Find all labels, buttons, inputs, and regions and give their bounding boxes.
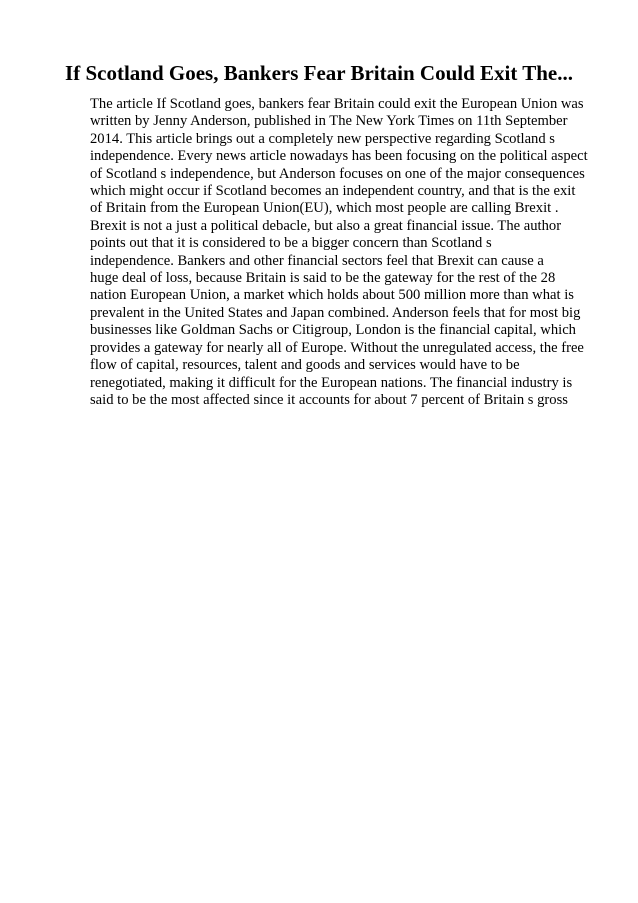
body-line: prevalent in the United States and Japan combined. Anderson feels that for most big <box>90 304 581 321</box>
body-line: flow of capital, resources, talent and goods and services would have to be <box>90 357 520 374</box>
body-line: nation European Union, a market which holds about 500 million more than what is <box>90 287 574 304</box>
body-line: points out that it is considered to be a bigger concern than Scotland s <box>90 235 492 252</box>
body-line: provides a gateway for nearly all of Europe. Without the unregulated access, the free <box>90 339 584 356</box>
article-body <box>90 96 610 409</box>
body-line: written by Jenny Anderson, published in The New York Times on 11th September <box>90 113 568 130</box>
body-line: said to be the most affected since it accounts for about 7 percent of Britain s gross <box>90 391 568 408</box>
article-title: If Scotland Goes, Bankers Fear Britain Could Exit The... <box>65 61 573 85</box>
body-line: renegotiated, making it difficult for the European nations. The financial industry is <box>90 374 573 391</box>
body-line: huge deal of loss, because Britain is said to be the gateway for the rest of the 28 <box>90 270 556 287</box>
body-line: independence. Every news article nowadays has been focusing on the political aspect <box>90 148 588 165</box>
body-line: which might occur if Scotland becomes an independent country, and that is the exit <box>90 183 576 200</box>
body-line: of Scotland s independence, but Anderson focuses on one of the major consequences <box>90 165 585 182</box>
body-line: Brexit is not a just a political debacle, but also a great financial issue. The author <box>90 217 562 234</box>
body-line: businesses like Goldman Sachs or Citigroup, London is the financial capital, which <box>90 322 576 339</box>
body-line: of Britain from the European Union(EU), which most people are calling Brexit . <box>90 200 559 217</box>
body-line: independence. Bankers and other financial sectors feel that Brexit can cause a <box>90 252 544 269</box>
body-line: The article If Scotland goes, bankers fear Britain could exit the European Union was <box>90 96 584 112</box>
body-line: 2014. This article brings out a completely new perspective regarding Scotland s <box>90 130 555 147</box>
